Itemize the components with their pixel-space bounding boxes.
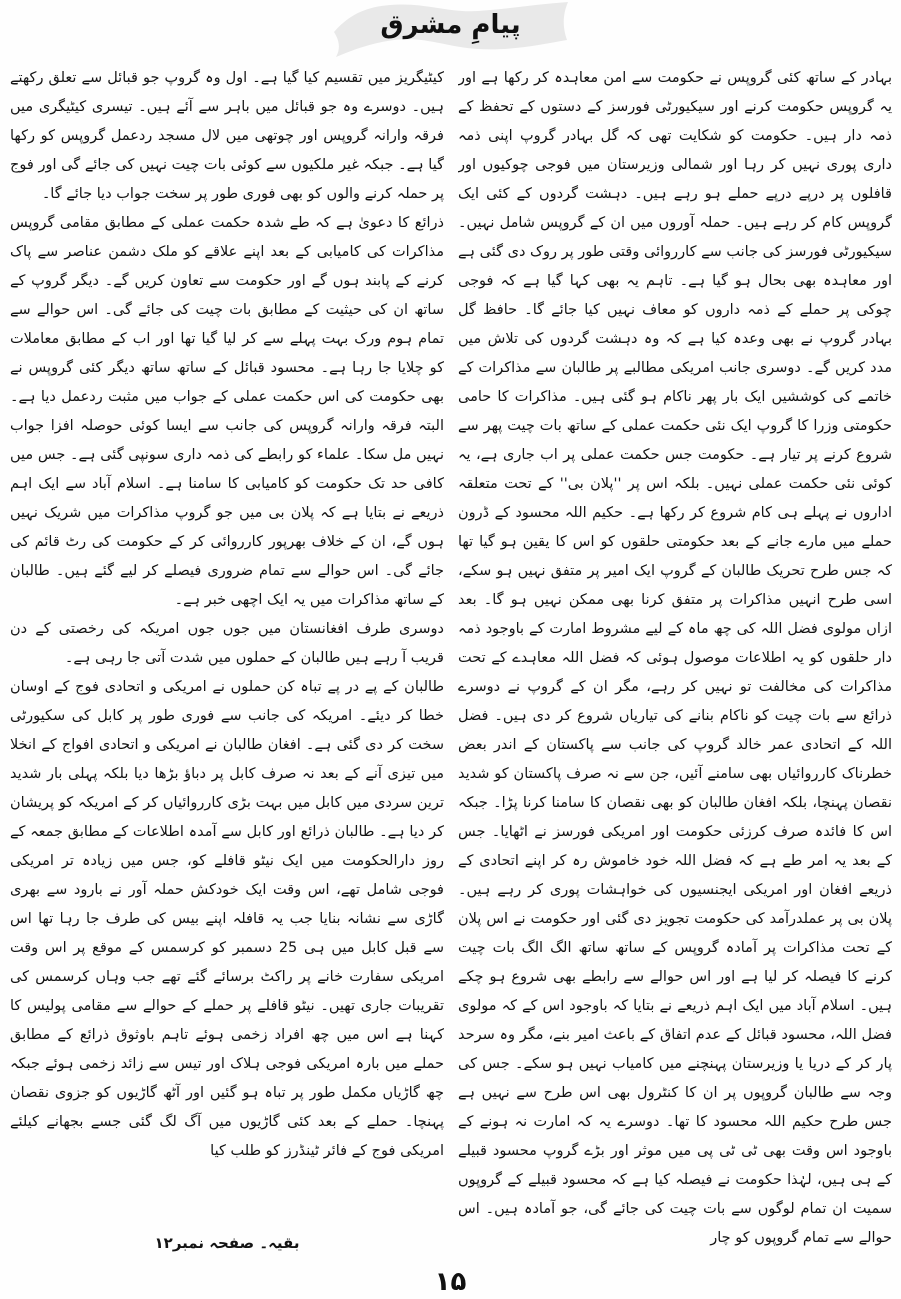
article-paragraph: کیٹیگریز میں تقسیم کیا گیا ہے۔ اول وہ گروپ جو قبائل سے تعلق رکھتے ہیں۔ دوسرے وہ جو قبائل میں باہر سے آئے ہیں۔ تیسری کیٹیگری میں فرقہ وارانہ گروپس اور چوتھی میں لال مسجد ردعمل گروپس کو رکھا گیا ہے۔ جبکہ غیر ملکیوں سے کوئی بات چیت نہیں کی جائے گی اور فوج پر حملہ کرنے والوں کو بھی فوری طور پر سخت جواب دیا جائے گا۔: [10, 70, 444, 202]
column-left-text-block: [10, 64, 444, 1204]
article-paragraph: ذرائع کا دعویٰ ہے کہ طے شدہ حکمت عملی کے مطابق مقامی گروپس مذاکرات کی کامیابی کے بعد اپنے علاقے کو ملک دشمن عناصر سے پاک کرنے کے پابند ہوں گے اور حکومت سے تعاون کریں گے۔ دیگر گروپ کے ساتھ ان کی حیثیت کے مطابق بات چیت کی جائے گی۔ اس حوالے سے تمام ہوم ورک بہت پہلے سے کر لیا گیا تھا اور اب کے مطابق معاملات کو چلایا جا رہا ہے۔ محسود قبائل کے ساتھ ساتھ دیگر کئی گروپس نے بھی حکومت کی اس حکمت عملی کے جواب میں مثبت ردعمل دیا ہے۔ البتہ فرقہ وارانہ گروپس کی جانب سے ایسا کوئی حوصلہ افزا جواب نہیں مل سکا۔ علماء کو رابطے کی ذمہ داری سونپی گئی ہے۔ جس میں کافی حد تک حکومت کو کامیابی کا سامنا ہے۔ اسلام آباد سے ایک اہم ذریعے نے بتایا ہے کہ پلان بی میں جو گروپ مذاکرات میں شریک نہیں ہوں گے، ان کے خلاف بھرپور کارروائی کر کے حکومت کی رٹ قائم کی جائے گی۔ اس حوالے سے تمام ضروری فیصلے کر لیے گئے ہیں۔ طالبان کے ساتھ مذاکرات میں یہ ایک اچھی خبر ہے۔: [10, 215, 444, 608]
continuation-note: بقیہ۔ صفحہ نمبر۱۲: [154, 1234, 300, 1252]
article-text-right: بہادر کے ساتھ کئی گروپس نے حکومت سے امن معاہدہ کر رکھا ہے اور یہ گروپس حکومت کرنے اور سیکیورٹی فورسز کے دستوں کے تحفظ کے ذمہ دار ہیں۔ حکومت کو شکایت تھی کہ گل بہادر گروپ اپنی ذمہ داری پوری نہیں کر رہا اور شمالی وزیرستان میں فوجی چوکیوں اور قافلوں پر درپے درپے حملے ہو رہے ہیں۔ دہشت گردوں کے کئی ایک گروپس کام کر رہے ہیں۔ حملہ آوروں میں ان کے گروپس شامل نہیں۔ سیکیورٹی فورسز کی جانب سے کارروائی وقتی طور پر روک دی گئی ہے اور معاہدہ بھی بحال ہو گیا ہے۔ تاہم یہ بھی کہا گیا ہے کہ فوجی چوکی پر حملے کے ذمہ داروں کو معاف نہیں کیا جائے گا۔ حافظ گل بہادر گروپ نے بھی وعدہ کیا ہے کہ وہ دہشت گردوں کی تلاش میں مدد کریں گے۔ دوسری جانب امریکی مطالبے پر طالبان سے مذاکرات کے خاتمے کی کوششیں ایک بار پھر ناکام ہو گئی ہیں۔ مذاکرات کا حامی حکومتی وزرا کا گروپ ایک نئی حکمت عملی کے ساتھ بات چیت پھر سے شروع کرنے پر تیار ہے۔ حکومت جس حکمت عملی پر اب جاری ہے، یہ کوئی نئی حکمت عملی نہیں۔ بلکہ اس پر ''پلان بی'' کے تحت متعلقہ اداروں نے پہلے ہی کام شروع کر رکھا ہے۔ حکیم اللہ محسود کے ڈرون حملے میں مارے جانے کے بعد حکومتی حلقوں کو اس کا یقین ہو گیا تھا کہ جس طرح تحریک طالبان کے گروپ ایک امیر پر متفق نہیں ہو سکے، اسی طرح انہیں مذاکرات پر متفق کرنا بھی ممکن نہیں ہو گا۔ بعد ازاں مولوی فضل اللہ کی چھ ماہ کے لیے مشروط امارت کے باوجود ذمہ دار حلقوں کو یہ اطلاعات موصول ہوئی کہ فضل اللہ معاہدے کے تحت مذاکرات کی مخالفت تو نہیں کر رہے، مگر ان کے گروپ نے دوسرے ذرائع سے بات چیت کو ناکام بنانے کی تیاریاں شروع کر دی ہیں۔ فضل اللہ کے اتحادی عمر خالد گروپ کی جانب سے پاکستان کے اندر بعض خطرناک کارروائیاں بھی سامنے آئیں، جن سے نہ صرف پاکستان کو شدید نقصان پہنچا، بلکہ افغان طالبان کو بھی نقصان کا سامنا کرنا پڑا۔ جبکہ اس کا فائدہ صرف کرزئی حکومت اور امریکی فورسز نے اٹھایا۔ جس کے بعد یہ امر طے ہے کہ فضل اللہ خود خاموش رہ کر اپنے اتحادی کے ذریعے افغان اور امریکی ایجنسیوں کی خواہشات پوری کر رہے ہیں۔ پلان بی پر عملدرآمد کی حکومت تجویز دی گئی اور حکومت نے اس پلان کے تحت مذاکرات پر آمادہ گروپس کے ساتھ ساتھ الگ الگ بات چیت کرنے کا فیصلہ کر لیا ہے اور اس حوالے سے رابطے بھی شروع ہو چکے ہیں۔ اسلام آباد میں ایک اہم ذریعے نے بتایا کہ باوجود اس کے کہ مولوی فضل اللہ، محسود قبائل کے عدم اتفاق کے باعث امیر بنے، مگر وہ سرحد پار کر کے دریا یا وزیرستان پہنچنے میں کامیاب نہیں ہو سکے۔ جس کی وجہ سے طالبان گروپوں پر ان کا کنٹرول بھی اس طرح سے نہیں ہے جس طرح حکیم اللہ محسود کا تھا۔ دوسرے یہ کہ امارت نہ ہونے کے باوجود اس وقت بھی ٹی ٹی پی میں موثر اور بڑے گروپ محسود قبیلے کے ہی ہیں، لہٰذا حکومت نے فیصلہ کیا ہے کہ محسود قبیلے کے گروپوں سمیت ان تمام لوگوں سے بات چیت کی جائے گی، جو آمادہ ہیں۔ اس حوالے سے تمام گروپوں کو چار: [458, 70, 892, 1246]
column-right: [458, 64, 892, 1258]
article-body: [0, 60, 901, 1258]
column-left: [10, 64, 444, 1258]
page-footer: [0, 1267, 901, 1297]
article-paragraph: دوسری طرف افغانستان میں جوں جوں امریکہ کی رخصتی کے دن قریب آ رہے ہیں طالبان کے حملوں میں شدت آتی جا رہی ہے۔: [10, 621, 444, 666]
page-number: ۱۵: [434, 1267, 467, 1297]
article-paragraph: طالبان کے پے در پے تباہ کن حملوں نے امریکی و اتحادی فوج کے اوسان خطا کر دیئے۔ امریکہ کی جانب سے فوری طور پر کابل کی سکیورٹی سخت کر دی گئی ہے۔ افغان طالبان نے امریکی و اتحادی افواج کے انخلا میں تیزی آنے کے بعد نہ صرف کابل پر دباؤ بڑھا دیا بلکہ پہلی بار شدید ترین سردی میں کابل میں بہت بڑی کارروائیاں کر کے امریکہ کو پریشان کر دیا ہے۔ طالبان ذرائع اور کابل سے آمدہ اطلاعات کے مطابق جمعہ کے روز دارالحکومت میں ایک نیٹو قافلے کو، جس میں زیادہ تر امریکی فوجی شامل تھے، اس وقت ایک خودکش حملہ آور نے بارود سے بھری گاڑی سے نشانہ بنایا جب یہ قافلہ اپنے بیس کی طرف جا رہا تھا اس سے قبل کابل میں ہی 25 دسمبر کو کرسمس کے موقع پر اس وقت امریکی سفارت خانے پر راکٹ برسائے گئے تھے جب وہاں کرسمس کی تقریبات جاری تھیں۔ نیٹو قافلے پر حملے کے حوالے سے مقامی پولیس کا کہنا ہے اس میں چھ افراد زخمی ہوئے تاہم باوثوق ذرائع کے مطابق حملے میں بارہ امریکی فوجی ہلاک اور تیس سے زائد زخمی ہوئے جبکہ چھ گاڑیاں مکمل طور پر تباہ ہو گئیں اور آٹھ گاڑیوں کو جزوی نقصان پہنچا۔ حملے کے بعد کئی گاڑیوں میں آگ لگ گئی جسے بجھانے کیلئے امریکی فوج کے فائر ٹینڈرز کو طلب کیا: [10, 679, 444, 1159]
masthead: [0, 0, 901, 60]
masthead-title: پیامِ مشرق: [380, 10, 521, 40]
